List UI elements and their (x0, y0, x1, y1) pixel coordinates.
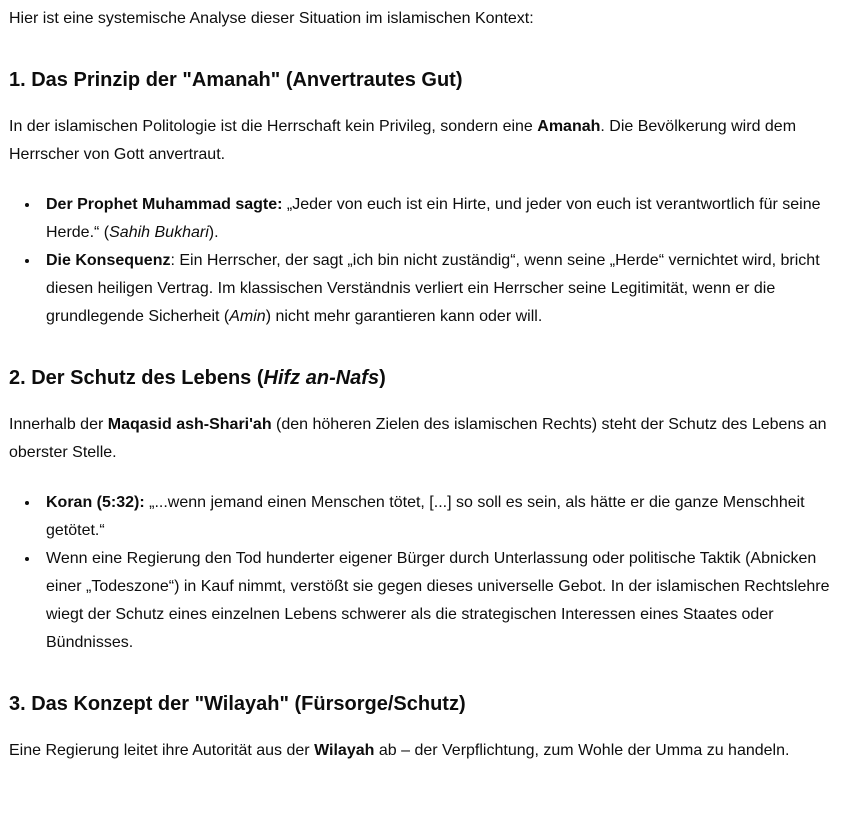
text-run: Amanah (537, 118, 601, 135)
list-item (40, 191, 846, 247)
text-run: „Jeder von euch ist ein Hirte, und jeder von euch ist verantwortlich für seine Herde.“ ( (46, 196, 821, 241)
text-run: „...wenn jemand einen Menschen tötet, [...] so soll es sein, als hätte er die ganze Menschheit getötet.“ (46, 494, 805, 539)
text-run: In der islamischen Politologie ist die Herrschaft kein Privileg, sondern eine (9, 118, 538, 135)
paragraph (9, 411, 846, 467)
text-run: ) nicht mehr garantieren kann oder will. (265, 308, 543, 325)
text-run: 1. Das Prinzip der "Amanah" (Anvertrautes Gut) (9, 69, 463, 91)
text-run: Amin (229, 308, 266, 325)
text-run: Hier ist eine systemische Analyse dieser Situation im islamischen Kontext: (9, 10, 534, 27)
paragraph (9, 737, 846, 765)
text-run: ). (208, 224, 219, 241)
text-run: (den höheren Zielen des islamischen Rechts) steht der Schutz des Lebens an oberster Stelle. (9, 416, 827, 461)
paragraph (9, 113, 846, 169)
bullet-list (9, 489, 846, 657)
text-run: Koran (5:32): (46, 494, 145, 511)
text-run: Maqasid ash-Shari'ah (107, 416, 272, 433)
text-run: Wilayah (314, 742, 375, 759)
list-item (40, 247, 846, 331)
bullet-list (9, 191, 846, 331)
paragraph (9, 5, 846, 33)
text-run: Hifz an-Nafs (263, 367, 380, 389)
section-heading (9, 364, 846, 392)
text-run: Die Konsequenz (46, 252, 171, 269)
text-run: ) (379, 367, 386, 389)
text-run: Sahih Bukhari (109, 224, 209, 241)
text-run: Wenn eine Regierung den Tod hunderter eigener Bürger durch Unterlassung oder politische Taktik (Abnicken einer „Todeszone“) in Kauf nimmt, verstößt sie gegen dieses universelle Gebot. In der islamischen Rechtslehre wiegt der Schutz eines einzelnen Lebens schwerer als die strategischen Interessen eines Staates oder Bündnisses. (46, 550, 830, 651)
text-run: Eine Regierung leitet ihre Autorität aus der (9, 742, 315, 759)
text-run: 3. Das Konzept der "Wilayah" (Fürsorge/Schutz) (9, 693, 466, 715)
text-run: ab – der Verpflichtung, zum Wohle der Umma zu handeln. (374, 742, 790, 759)
section-heading (9, 690, 846, 718)
text-run: 2. Der Schutz des Lebens ( (9, 367, 264, 389)
text-run: Innerhalb der (9, 416, 108, 433)
list-item (40, 489, 846, 545)
text-run: . Die Bevölkerung wird dem Herrscher von Gott anvertraut. (9, 118, 797, 163)
section-heading (9, 66, 846, 94)
text-run: Der Prophet Muhammad sagte: (46, 196, 283, 213)
text-run: : Ein Herrscher, der sagt „ich bin nicht zuständig“, wenn seine „Herde“ vernichtet wird, bricht diesen heiligen Vertrag. Im klassischen Verständnis verliert ein Herrscher seine Legitimität, wenn er die grundlegende Sicherheit ( (46, 252, 820, 325)
list-item (40, 545, 846, 657)
